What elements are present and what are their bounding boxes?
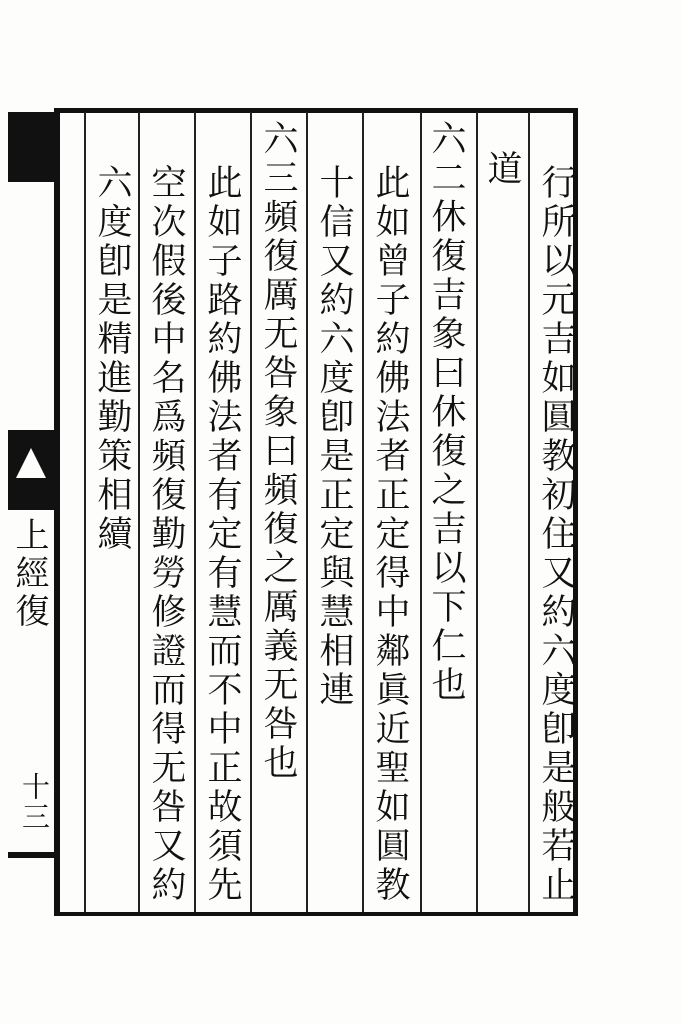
column-rule: [362, 112, 364, 912]
text-column-2: 道: [482, 150, 522, 189]
column-rule: [84, 112, 86, 912]
text-column-6: 六三頻復厲无咎象曰頻復之厲義无咎也: [258, 120, 298, 783]
fish-tail-top: [8, 112, 54, 182]
text-column-7: 此如子路約佛法者有定有慧而不中正故須先: [202, 164, 242, 905]
banxin-title: 上經復: [9, 517, 49, 631]
column-rule: [138, 112, 140, 912]
column-rule: [476, 112, 478, 912]
text-column-3: 六二休復吉象曰休復之吉以下仁也: [426, 120, 466, 705]
banxin-margin: [8, 112, 54, 912]
text-column-4: 此如曾子約佛法者正定得中鄰眞近聖如圓教: [370, 164, 410, 905]
text-column-9: 六度卽是精進勤策相續: [92, 164, 132, 554]
leaf-number: 十三: [18, 772, 51, 832]
column-rule: [306, 112, 308, 912]
text-column-8: 空次假後中名爲頻復勤勞修證而得无咎又約: [146, 164, 186, 905]
column-rule: [528, 112, 530, 912]
column-rule: [420, 112, 422, 912]
text-column-1: 行所以元吉如圓教初住又約六度卽是般若止: [536, 164, 576, 905]
column-rule: [250, 112, 252, 912]
text-column-5: 十信又約六度卽是正定與慧相連: [314, 164, 354, 710]
column-rule: [194, 112, 196, 912]
leaf-bar: [8, 852, 54, 858]
